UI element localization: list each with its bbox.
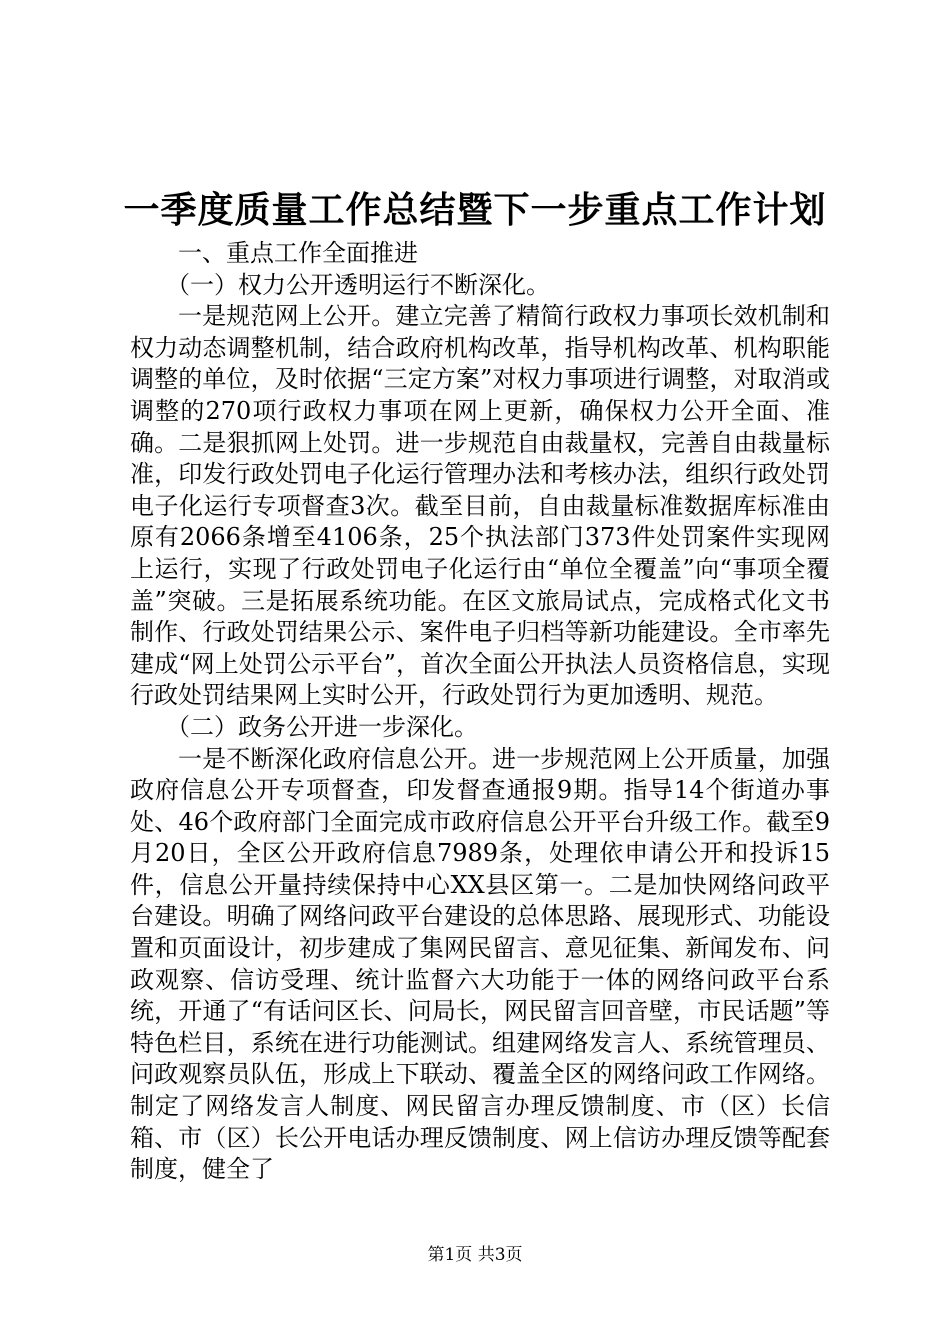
section-heading: 一、重点工作全面推进 — [178, 239, 418, 267]
paragraph-1: 一是规范网上公开。建立完善了精简行政权力事项长效机制和权力动态调整机制，结合政府机构改革，指导机构改革、机构职能调整的单位，及时依据“三定方案”对权力事项进行调整，对取消或调整的270项行政权力事项在网上更新，确保权力公开全面、准确。二是狠抓网上处罚。进一步规范自由裁量权，完善自由裁量标准，印发行政处罚电子化运行管理办法和考核办法，组织行政处罚电子化运行专项督查3次。截至目前，自由裁量标准数据库标准由原有2066条增至4106条，25个执法部门373件处罚案件实现网上运行，实现了行政处罚电子化运行由“单位全覆盖”向“事项全覆盖”突破。三是拓展系统功能。在区文旅局试点，完成格式化文书制作、行政处罚结果公示、案件电子归档等新功能建设。全市率先建成“网上处罚公示平台”，首次全面公开执法人员资格信息，实现行政处罚结果网上实时公开，行政处罚行为更加透明、规范。 — [130, 302, 830, 710]
page-footer: 第1页 共3页 — [427, 1245, 523, 1265]
subsection-heading-2: （二）政务公开进一步深化。 — [166, 712, 478, 741]
document-title: 一季度质量工作总结暨下一步重点工作计划 — [123, 189, 827, 231]
document-body — [130, 238, 830, 1186]
paragraph-2: 一是不断深化政府信息公开。进一步规范网上公开质量，加强政府信息公开专项督查，印发督查通报9期。指导14个街道办事处、46个政府部门全面完成市政府信息公开平台升级工作。截至9月20日，全区公开政府信息7989条，处理依申请公开和投诉15件，信息公开量持续保持中心XX县区第一。二是加快网络问政平台建设。明确了网络问政平台建设的总体思路、展现形式、功能设置和页面设计，初步建成了集网民留言、意见征集、新闻发布、问政观察、信访受理、统计监督六大功能于一体的网络问政平台系统，开通了“有话问区长、问局长，网民留言回音壁，市民话题”等特色栏目，系统在进行功能测试。组建网络发言人、系统管理员、问政观察员队伍，形成上下联动、覆盖全区的网络问政工作网络。制定了网络发言人制度、网民留言办理反馈制度、市（区）长信箱、市（区）长公开电话办理反馈制度、网上信访办理反馈等配套制度，健全了 — [130, 744, 830, 1184]
subsection-heading-1: （一）权力公开透明运行不断深化。 — [166, 270, 550, 299]
